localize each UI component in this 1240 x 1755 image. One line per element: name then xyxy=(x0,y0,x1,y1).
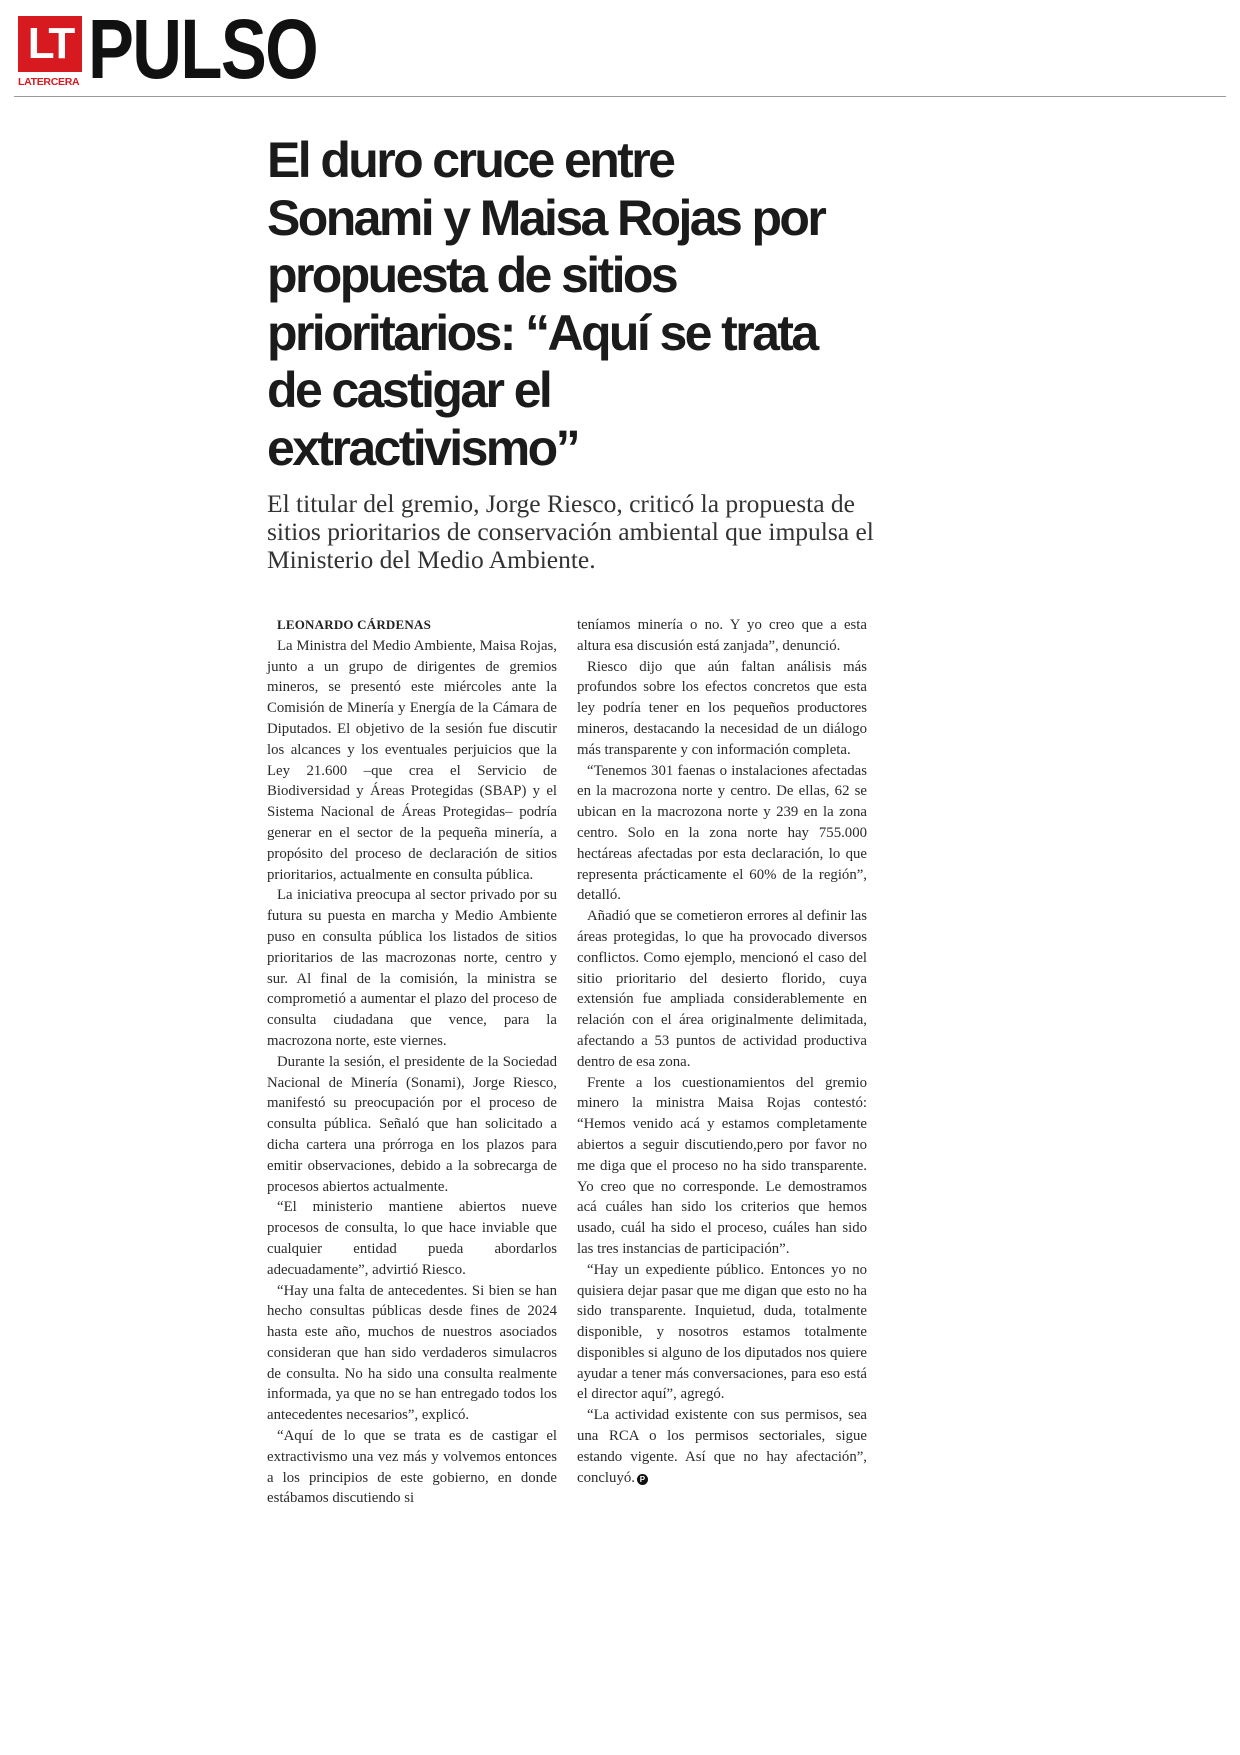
body-paragraph: La iniciativa preocupa al sector privado por su futura su puesta en marcha y Medio Ambiente puso en consulta pública los listados de sitios prioritarios de las macrozonas norte, centro y sur. Al final de la comisión, la ministra se comprometió a aumentar el plazo del proceso de consulta ciudadana que vence, para la macrozona norte, este viernes. xyxy=(267,887,557,1049)
body-paragraph: “Tenemos 301 faenas o instalaciones afectadas en la macrozona norte y centro. De ellas, 62 se ubican en la macrozona norte y 239 en la zona centro. Solo en la zona norte hay 755.000 hectáreas afectadas por esta declaración, lo que representa prácticamente el 60% de la región”, detalló. xyxy=(577,762,867,904)
section-title: PULSO xyxy=(88,2,318,96)
la-tercera-logo: LT xyxy=(18,16,82,72)
body-paragraph: “Aquí de lo que se trata es de castigar el extractivismo una vez más y volvemos entonces a los principios de este gobierno, en donde estábamos discutiendo si xyxy=(267,1428,557,1507)
body-paragraph: La Ministra del Medio Ambiente, Maisa Rojas, junto a un grupo de dirigentes de gremios mineros, se presentó este miércoles ante la Comisión de Minería y Energía de la Cámara de Diputados. El objetivo de la sesión fue discutir los alcances y los eventuales perjuicios que la Ley 21.600 –que crea el Servicio de Biodiversidad y Áreas Protegidas (SBAP) y el Sistema Nacional de Áreas Protegidas– podría generar en el sector de la pequeña minería, a propósito del proceso de declaración de sitios prioritarios, actualmente en consulta pública. xyxy=(267,637,557,883)
body-paragraph: “Hay un expediente público. Entonces yo no quisiera dejar pasar que me digan que esto no ha sido transparente. Inquietud, duda, totalmente disponible, y nosotros estamos totalmente disponibles si alguno de los diputados nos quiere ayudar a tener más conversaciones, para eso está el director aquí”, agregó. xyxy=(577,1261,867,1403)
article-column-1 xyxy=(267,615,557,1509)
body-paragraph: Frente a los cuestionamientos del gremio minero la ministra Maisa Rojas contestó: “Hemos venido acá y estamos completamente abiertos a seguir discutiendo,pero por favor no me diga que el proceso no ha sido transparente. Yo creo que no corresponde. Le demostramos acá cuáles han sido los criterios que hemos usado, cuál ha sido el proceso, cuáles han sido las tres instancias de participación”. xyxy=(577,1074,867,1257)
pulso-end-mark-icon: P xyxy=(637,1474,648,1485)
body-paragraph: “El ministerio mantiene abiertos nueve procesos de consulta, lo que hace inviable que cualquier entidad pueda abordarlos adecuadamente”, advirtió Riesco. xyxy=(267,1199,557,1278)
subheadline: El titular del gremio, Jorge Riesco, criticó la propuesta de sitios prioritarios de conservación ambiental que impulsa el Ministerio del Medio Ambiente. xyxy=(267,489,874,574)
masthead-divider xyxy=(14,96,1226,97)
la-tercera-wordmark: LATERCERA xyxy=(18,76,80,88)
body-paragraph: Durante la sesión, el presidente de la Sociedad Nacional de Minería (Sonami), Jorge Riesco, manifestó su preocupación por el proceso de consulta pública. Señaló que han solicitado a dicha cartera una prórroga en los plazos para emitir observaciones, debido a la sobrecarga de procesos abiertos actualmente. xyxy=(267,1053,557,1195)
body-paragraph: “Hay una falta de antecedentes. Si bien se han hecho consultas públicas desde fines de 2024 hasta este año, muchos de nuestros asociados consideran que han sido verdaderos simulacros de consulta. No ha sido una consulta realmente informada, ya que no se han entregado todos los antecedentes necesarios”, explicó. xyxy=(267,1282,557,1424)
body-paragraph-continued: teníamos minería o no. Y yo creo que a esta altura esa discusión está zanjada”, denunció. xyxy=(577,617,867,654)
byline: LEONARDO CÁRDENAS xyxy=(277,617,431,632)
body-paragraph: Riesco dijo que aún faltan análisis más profundos sobre los efectos concretos que esta ley podría tener en los pequeños productores mineros, destacando la necesidad de un diálogo más transparente y con información completa. xyxy=(577,658,867,758)
masthead xyxy=(18,2,318,96)
article-column-2 xyxy=(577,615,867,1488)
body-paragraph xyxy=(577,1405,867,1488)
headline: El duro cruce entre Sonami y Maisa Rojas por propuesta de sitios prioritarios: “Aquí se trata de castigar el extractivismo” xyxy=(267,132,825,476)
body-paragraph: Añadió que se cometieron errores al definir las áreas protegidas, lo que ha provocado diversos conflictos. Como ejemplo, mencionó el caso del sitio prioritario del desierto florido, cuya extensión fue ampliada considerablemente en relación con el área originalmente delimitada, afectando a 53 puntos de actividad productiva dentro de esa zona. xyxy=(577,908,867,1070)
closing-text: “La actividad existente con sus permisos, sea una RCA o los permisos sectoriales, sigue estando vigente. Así que no hay afectación”, concluyó. xyxy=(577,1407,867,1486)
